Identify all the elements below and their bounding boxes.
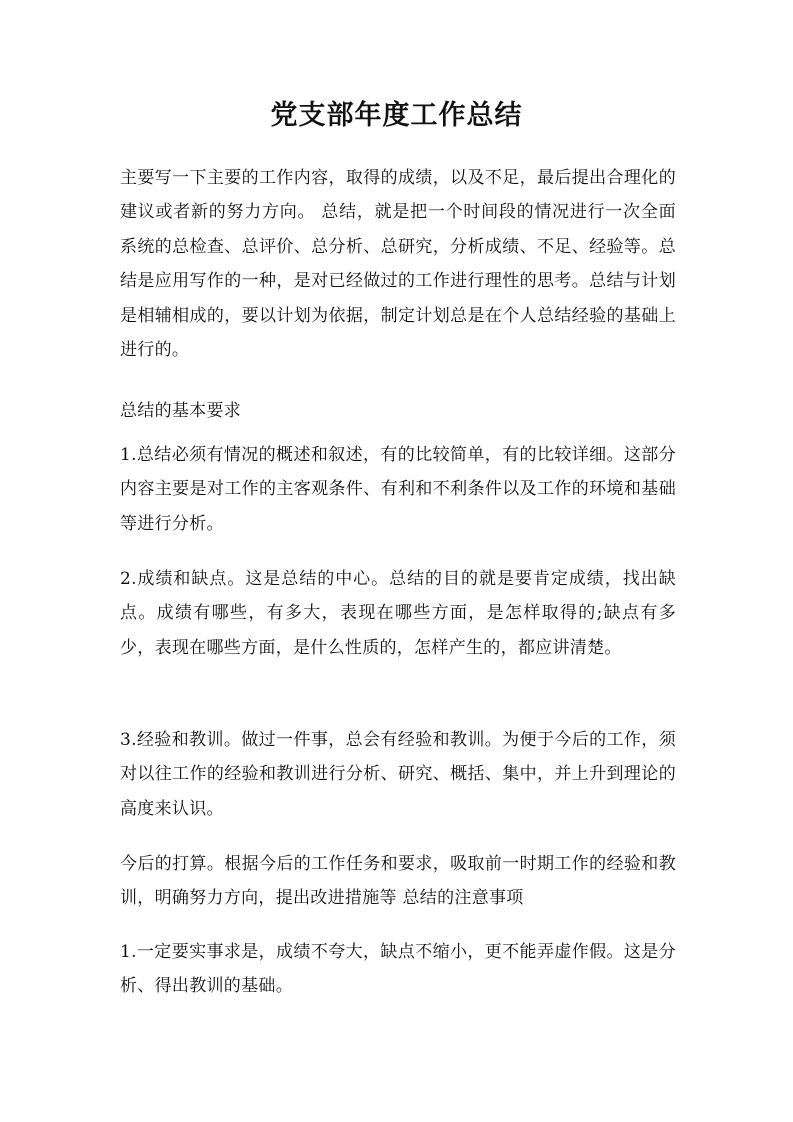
requirement-1-paragraph: 1.总结必须有情况的概述和叙述，有的比较简单，有的比较详细。这部分内容主要是对工作的主客观条件、有利和不利条件以及工作的环境和基础等进行分析。 bbox=[120, 445, 676, 534]
document-title: 党支部年度工作总结 bbox=[270, 100, 523, 131]
section-heading-basic-requirements: 总结的基本要求 bbox=[120, 401, 242, 421]
intro-paragraph: 主要写一下主要的工作内容，取得的成绩，以及不足，最后提出合理化的建议或者新的努力方向。 总结，就是把一个时间段的情况进行一次全面系统的总检查、总评价、总分析、总研究，分析成绩、不足、经验等。总结是应用写作的一种，是对已经做过的工作进行理性的思考。总结与计划是相辅相成的，要以计划为依据，制定计划总是在个人总结经验的基础上进行的。 bbox=[120, 168, 676, 361]
requirement-3-paragraph: 3.经验和教训。做过一件事，总会有经验和教训。为便于今后的工作，须对以往工作的经验和教训进行分析、研究、概括、集中，并上升到理论的高度来认识。 bbox=[120, 730, 676, 819]
requirement-2-paragraph: 2.成绩和缺点。这是总结的中心。总结的目的就是要肯定成绩，找出缺点。成绩有哪些，有多大，表现在哪些方面，是怎样取得的;缺点有多少，表现在哪些方面，是什么性质的，怎样产生的，都应讲清楚。 bbox=[120, 569, 676, 658]
future-plan-paragraph: 今后的打算。根据今后的工作任务和要求，吸取前一时期工作的经验和教训，明确努力方向，提出改进措施等 总结的注意事项 bbox=[120, 854, 676, 909]
note-1-paragraph: 1.一定要实事求是，成绩不夸大，缺点不缩小，更不能弄虚作假。这是分析、得出教训的基础。 bbox=[120, 942, 676, 997]
